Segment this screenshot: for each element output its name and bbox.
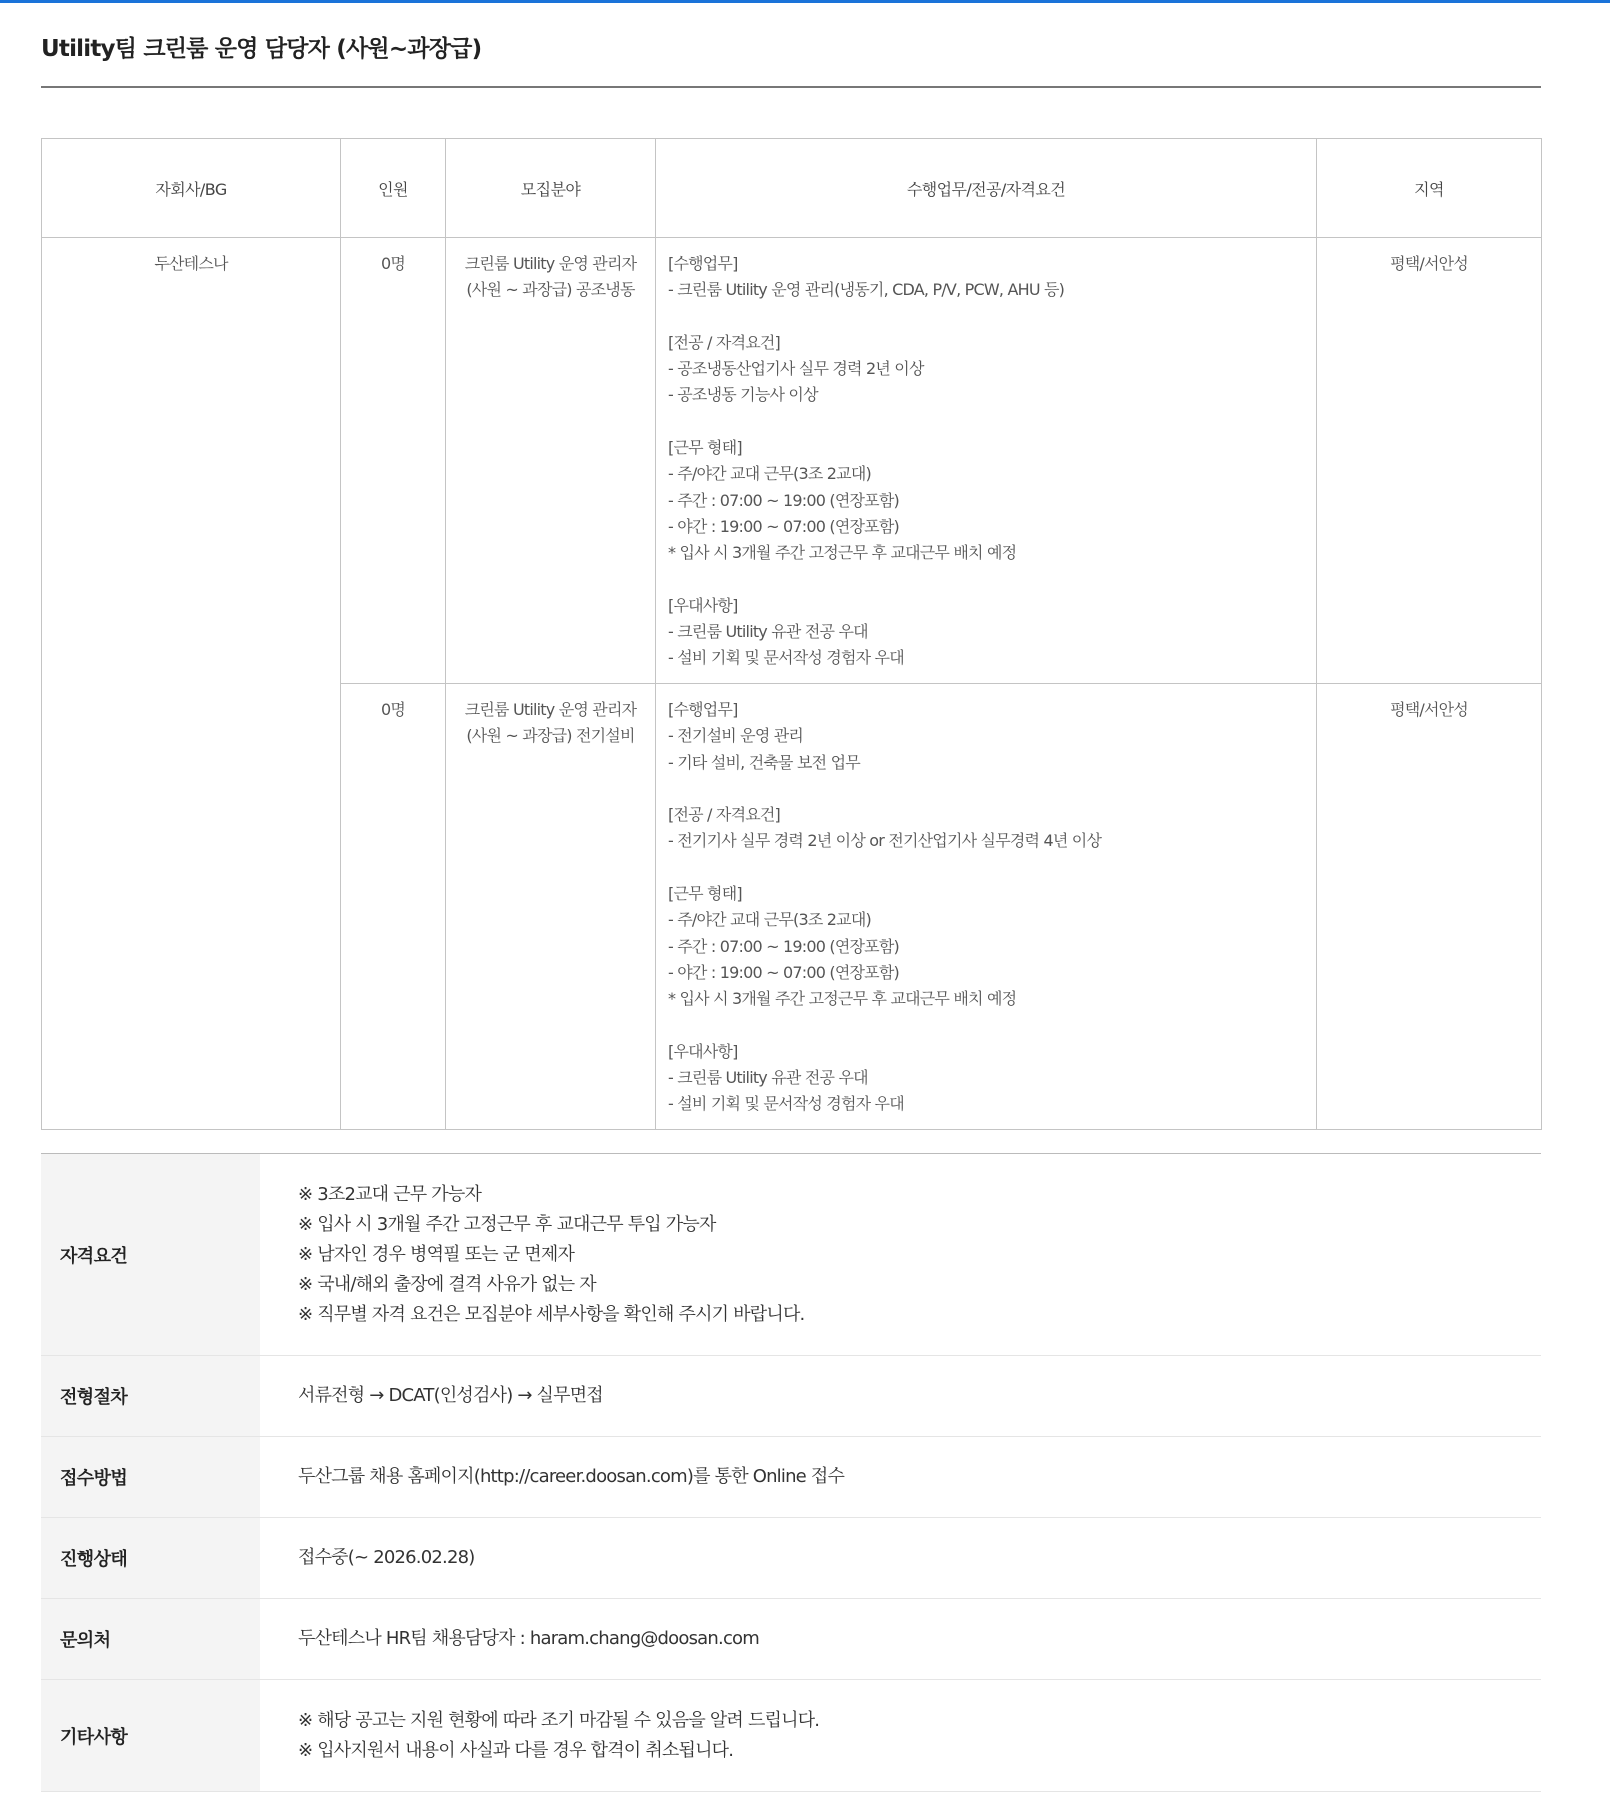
info-label: 접수방법	[41, 1437, 260, 1517]
duty-line: [전공 / 자격요건]	[668, 805, 780, 825]
field-line: 크린룸 Utility 운영 관리자	[464, 254, 637, 273]
field-line: (사원 ~ 과장급) 전기설비	[466, 726, 635, 746]
duty-spacer	[668, 567, 1304, 593]
duty-line: [수행업무]	[668, 254, 738, 273]
duty-line: - 공조냉동산업기사 실무 경력 2년 이상	[668, 359, 924, 379]
duty-line: - 크린룸 Utility 유관 전공 우대	[668, 622, 868, 642]
info-row-status	[41, 1518, 1541, 1599]
table-row	[42, 238, 1542, 684]
info-line: 두산그룹 채용 홈페이지(http://career.doosan.com)를 통한 Online 접수	[298, 1466, 845, 1487]
duty-line: - 크린룸 Utility 유관 전공 우대	[668, 1068, 868, 1088]
header-count: 인원	[341, 139, 446, 238]
count-cell: 0명	[341, 684, 446, 1130]
header-field: 모집분야	[446, 139, 656, 238]
info-line: 접수중(~ 2026.02.28)	[298, 1547, 475, 1568]
duty-line: [우대사항]	[668, 595, 738, 615]
count-cell: 0명	[341, 238, 446, 684]
region-cell: 평택/서안성	[1317, 684, 1542, 1130]
info-row-qualifications	[41, 1154, 1541, 1356]
duty-line: - 주간 : 07:00 ~ 19:00 (연장포함)	[668, 490, 899, 510]
duty-line: * 입사 시 3개월 주간 고정근무 후 교대근무 배치 예정	[668, 989, 1017, 1009]
info-line: ※ 입사 시 3개월 주간 고정근무 후 교대근무 투입 가능자	[298, 1213, 716, 1235]
info-value	[260, 1154, 804, 1355]
table-header-row	[42, 139, 1542, 238]
duty-line: - 설비 기획 및 문서작성 경험자 우대	[668, 1094, 904, 1114]
info-label: 자격요건	[41, 1154, 260, 1355]
duty-line: - 크린룸 Utility 운영 관리(냉동기, CDA, P/V, PCW, AHU 등)	[668, 280, 1065, 300]
duty-spacer	[668, 304, 1304, 330]
field-line: (사원 ~ 과장급) 공조냉동	[466, 280, 635, 300]
duty-spacer	[668, 855, 1304, 881]
duty-line: - 설비 기획 및 문서작성 경험자 우대	[668, 648, 904, 668]
duty-spacer	[668, 776, 1304, 802]
header-region: 지역	[1317, 139, 1542, 238]
header-duties: 수행업무/전공/자격요건	[656, 139, 1317, 238]
duty-line: - 전기기사 실무 경력 2년 이상 or 전기산업기사 실무경력 4년 이상	[668, 831, 1102, 851]
duties-cell	[656, 684, 1317, 1130]
duty-line: - 야간 : 19:00 ~ 07:00 (연장포함)	[668, 962, 899, 982]
info-line: ※ 직무별 자격 요건은 모집분야 세부사항을 확인해 주시기 바랍니다.	[298, 1303, 805, 1325]
duty-line: * 입사 시 3개월 주간 고정근무 후 교대근무 배치 예정	[668, 543, 1017, 563]
page-title: Utility팀 크린룸 운영 담당자 (사원~과장급)	[41, 3, 1541, 88]
info-label: 기타사항	[41, 1680, 260, 1791]
job-posting	[41, 3, 1541, 1761]
field-line: 크린룸 Utility 운영 관리자	[464, 700, 637, 719]
duty-line: - 기타 설비, 건축물 보전 업무	[668, 752, 860, 772]
info-label: 진행상태	[41, 1518, 260, 1598]
duty-spacer	[668, 409, 1304, 435]
duty-line: [근무 형태]	[668, 438, 742, 458]
info-label: 전형절차	[41, 1356, 260, 1436]
info-row-other	[41, 1680, 1541, 1792]
info-value	[260, 1599, 759, 1679]
info-row-contact	[41, 1599, 1541, 1680]
info-value	[260, 1356, 603, 1436]
duty-line: - 전기설비 운영 관리	[668, 726, 804, 746]
duty-spacer	[668, 1013, 1304, 1039]
info-value	[260, 1680, 819, 1791]
duty-line: - 주간 : 07:00 ~ 19:00 (연장포함)	[668, 936, 899, 956]
info-line: ※ 남자인 경우 병역필 또는 군 면제자	[298, 1243, 575, 1265]
duty-line: - 주/야간 교대 근무(3조 2교대)	[668, 464, 871, 484]
info-line: 서류전형 → DCAT(인성검사) → 실무면접	[298, 1385, 603, 1406]
info-label: 문의처	[41, 1599, 260, 1679]
info-row-process	[41, 1356, 1541, 1437]
field-cell	[446, 238, 656, 684]
duty-line: - 공조냉동 기능사 이상	[668, 385, 818, 405]
duty-line: [근무 형태]	[668, 884, 742, 904]
field-cell	[446, 684, 656, 1130]
info-line: ※ 해당 공고는 지원 현황에 따라 조기 마감될 수 있음을 알려 드립니다.	[298, 1709, 820, 1731]
region-cell: 평택/서안성	[1317, 238, 1542, 684]
duty-line: [우대사항]	[668, 1041, 738, 1061]
duty-line: - 야간 : 19:00 ~ 07:00 (연장포함)	[668, 516, 899, 536]
info-row-application	[41, 1437, 1541, 1518]
info-value	[260, 1518, 474, 1598]
duty-line: [수행업무]	[668, 700, 738, 719]
info-line: ※ 입사지원서 내용이 사실과 다를 경우 합격이 취소됩니다.	[298, 1739, 734, 1761]
header-company: 자회사/BG	[42, 139, 341, 238]
info-value	[260, 1437, 844, 1517]
duties-cell	[656, 238, 1317, 684]
info-line: ※ 3조2교대 근무 가능자	[298, 1183, 482, 1205]
info-line: 두산테스나 HR팀 채용담당자 : haram.chang@doosan.com	[298, 1628, 759, 1649]
info-line: ※ 국내/해외 출장에 결격 사유가 없는 자	[298, 1273, 596, 1295]
recruitment-table	[41, 138, 1542, 1130]
duty-line: [전공 / 자격요건]	[668, 332, 780, 352]
company-cell: 두산테스나	[42, 238, 341, 1130]
duty-line: - 주/야간 교대 근무(3조 2교대)	[668, 910, 871, 930]
info-section	[41, 1153, 1541, 1792]
